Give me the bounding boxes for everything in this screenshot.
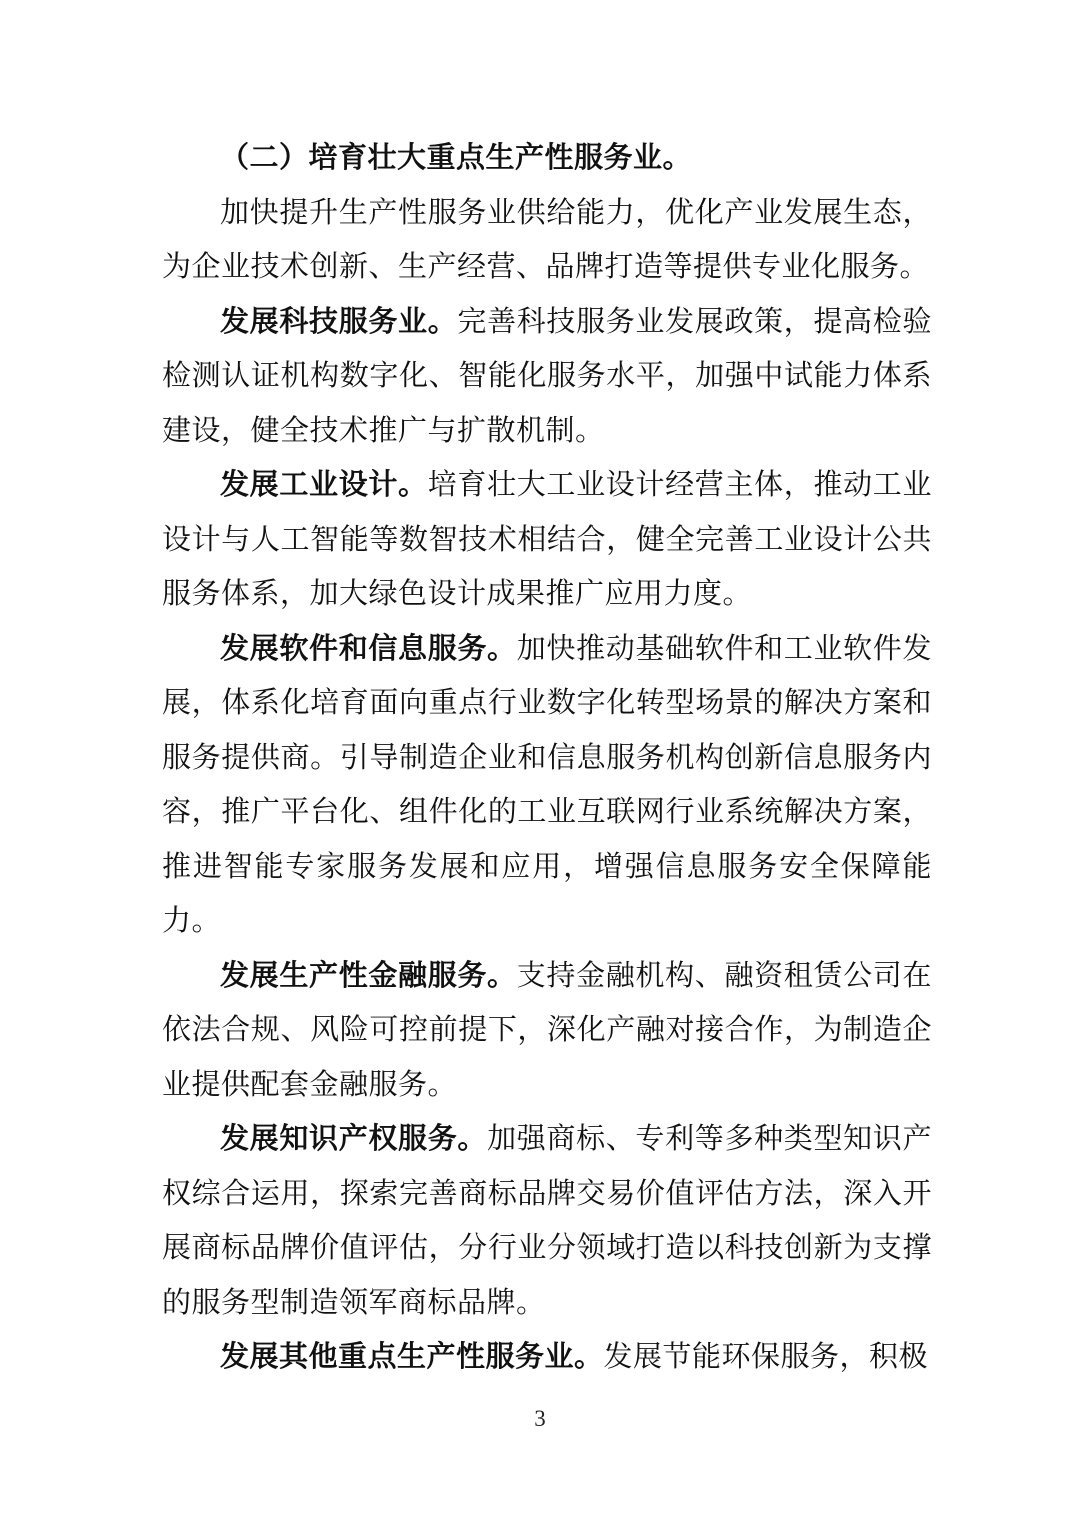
paragraph-lead: 发展软件和信息服务。 <box>220 632 517 665</box>
paragraph <box>162 1112 932 1330</box>
paragraph-body: 完善科技服务业发展政策，提高检验检测认证机构数字化、智能化服务水平，加强中试能力体系建设，健全技术推广与扩散机制。 <box>162 305 932 447</box>
paragraph-lead: 发展其他重点生产性服务业。 <box>220 1341 604 1373</box>
paragraph-body: 支持金融机构、融资租赁公司在依法合规、风险可控前提下，深化产融对接合作，为制造企业提供配套金融服务。 <box>162 959 932 1101</box>
paragraph <box>162 295 932 459</box>
document-body <box>162 131 932 1385</box>
paragraph <box>162 622 932 949</box>
paragraph <box>162 1330 932 1385</box>
section-heading: （二）培育壮大重点生产性服务业。 <box>220 142 693 174</box>
paragraph-lead: 发展生产性金融服务。 <box>220 959 517 992</box>
page-number: 3 <box>534 1406 546 1431</box>
paragraph-body: 加强商标、专利等多种类型知识产权综合运用，探索完善商标品牌交易价值评估方法，深入开展商标品牌价值评估，分行业分领域打造以科技创新为支撑的服务型制造领军商标品牌。 <box>162 1123 932 1319</box>
paragraph-lead: 发展科技服务业。 <box>220 305 458 338</box>
paragraph-body: 发展节能环保服务，积极 <box>603 1341 929 1373</box>
paragraph <box>162 458 932 622</box>
paragraph-body: 培育壮大工业设计经营主体，推动工业设计与人工智能等数智技术相结合，健全完善工业设计公共服务体系，加大绿色设计成果推广应用力度。 <box>162 469 932 610</box>
paragraph-lead: 发展工业设计。 <box>220 469 428 501</box>
paragraph-body: 加快推动基础软件和工业软件发展，体系化培育面向重点行业数字化转型场景的解决方案和服务提供商。引导制造企业和信息服务机构创新信息服务内容，推广平台化、组件化的工业互联网行业系统解决方案，推进智能专家服务发展和应用，增强信息服务安全保障能力。 <box>162 632 932 937</box>
paragraph-lead: 发展知识产权服务。 <box>220 1123 488 1155</box>
paragraph <box>162 949 932 1113</box>
intro-paragraph: 加快提升生产性服务业供给能力，优化产业发展生态，为企业技术创新、生产经营、品牌打造等提供专业化服务。 <box>162 196 932 283</box>
